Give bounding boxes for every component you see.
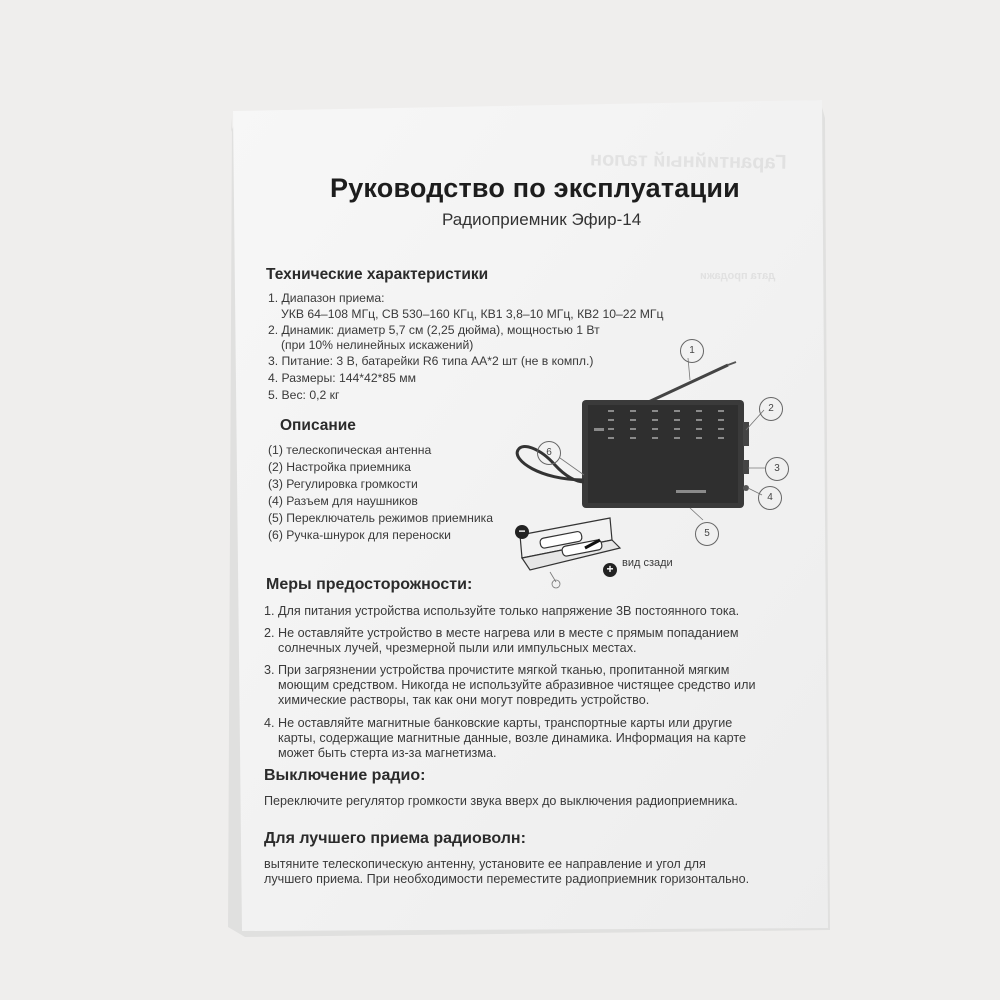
callout-3: 3	[765, 457, 789, 481]
description-item: (5) Переключатель режимов приемника	[268, 511, 494, 525]
description-heading: Описание	[280, 417, 356, 434]
reception-heading: Для лучшего приема радиоволн:	[264, 830, 526, 847]
precaution-line: 2. Не оставляйте устройство в месте нагрева или в месте с прямым попаданием	[264, 626, 739, 640]
plus-sign: +	[603, 563, 617, 577]
show-through-text: дата продажи	[700, 270, 776, 282]
callout-4: 4	[758, 486, 782, 510]
description-item: (2) Настройка приемника	[268, 460, 411, 474]
rear-view-label: вид сзади	[622, 557, 673, 569]
precaution-line: 3. При загрязнении устройства прочистите мягкой тканью, пропитанной мягким	[264, 663, 730, 677]
callout-2: 2	[759, 397, 783, 421]
spec-line: УКВ 64–108 МГц, СВ 530–160 КГц, КВ1 3,8–10 МГц, КВ2 10–22 МГц	[281, 307, 664, 321]
spec-line: (при 10% нелинейных искажений)	[281, 338, 474, 352]
description-item: (4) Разъем для наушников	[268, 494, 418, 508]
spec-line: 1. Диапазон приема:	[268, 291, 385, 305]
spec-line: 5. Вес: 0,2 кг	[268, 388, 340, 402]
tuning-knob	[743, 422, 749, 446]
power-off-text: Переключите регулятор громкости звука вверх до выключения радиоприемника.	[264, 794, 738, 808]
spec-line: 4. Размеры: 144*42*85 мм	[268, 371, 417, 385]
precaution-line: 1. Для питания устройства используйте только напряжение 3В постоянного тока.	[264, 604, 740, 618]
spec-line: 2. Динамик: диаметр 5,7 см (2,25 дюйма), мощностью 1 Вт	[268, 323, 600, 337]
battery-compartment	[520, 518, 620, 588]
reception-line: вытяните телескопическую антенну, установите ее направление и угол для	[264, 857, 706, 871]
precautions-heading: Меры предосторожности:	[266, 576, 473, 593]
document-title: Руководство по эксплуатации	[330, 173, 740, 203]
reception-line: лучшего приема. При необходимости переместите радиоприемник горизонтально.	[264, 872, 750, 886]
precaution-line: моющим средством. Никогда не используйте абразивное чистящее средство или	[278, 678, 756, 692]
precaution-line: солнечных лучей, чрезмерной пыли или импульсных местах.	[278, 641, 637, 655]
callout-5: 5	[695, 522, 719, 546]
minus-sign: −	[515, 525, 529, 539]
document-subtitle: Радиоприемник Эфир-14	[442, 210, 642, 229]
volume-knob	[743, 460, 749, 474]
precaution-line: может быть стерта из-за магнетизма.	[278, 746, 497, 760]
callout-6: 6	[537, 441, 561, 465]
precaution-line: химические растворы, так как они могут повредить устройство.	[278, 693, 650, 707]
description-item: (3) Регулировка громкости	[268, 477, 418, 491]
precaution-line: 4. Не оставляйте магнитные банковские карты, транспортные карты или другие	[264, 716, 733, 730]
power-off-heading: Выключение радио:	[264, 767, 426, 784]
show-through-text: Гарантийный талон	[589, 148, 787, 174]
callout-1: 1	[680, 339, 704, 363]
description-item: (6) Ручка-шнурок для переноски	[268, 528, 451, 542]
precaution-line: карты, содержащие магнитные данные, возле динамика. Информация на карте	[278, 731, 746, 745]
antenna-line	[642, 365, 728, 405]
description-item: (1) телескопическая антенна	[268, 443, 432, 457]
spec-line: 3. Питание: 3 В, батарейки R6 типа АА*2 шт (не в компл.)	[268, 354, 594, 368]
specs-heading: Технические характеристики	[266, 266, 489, 283]
